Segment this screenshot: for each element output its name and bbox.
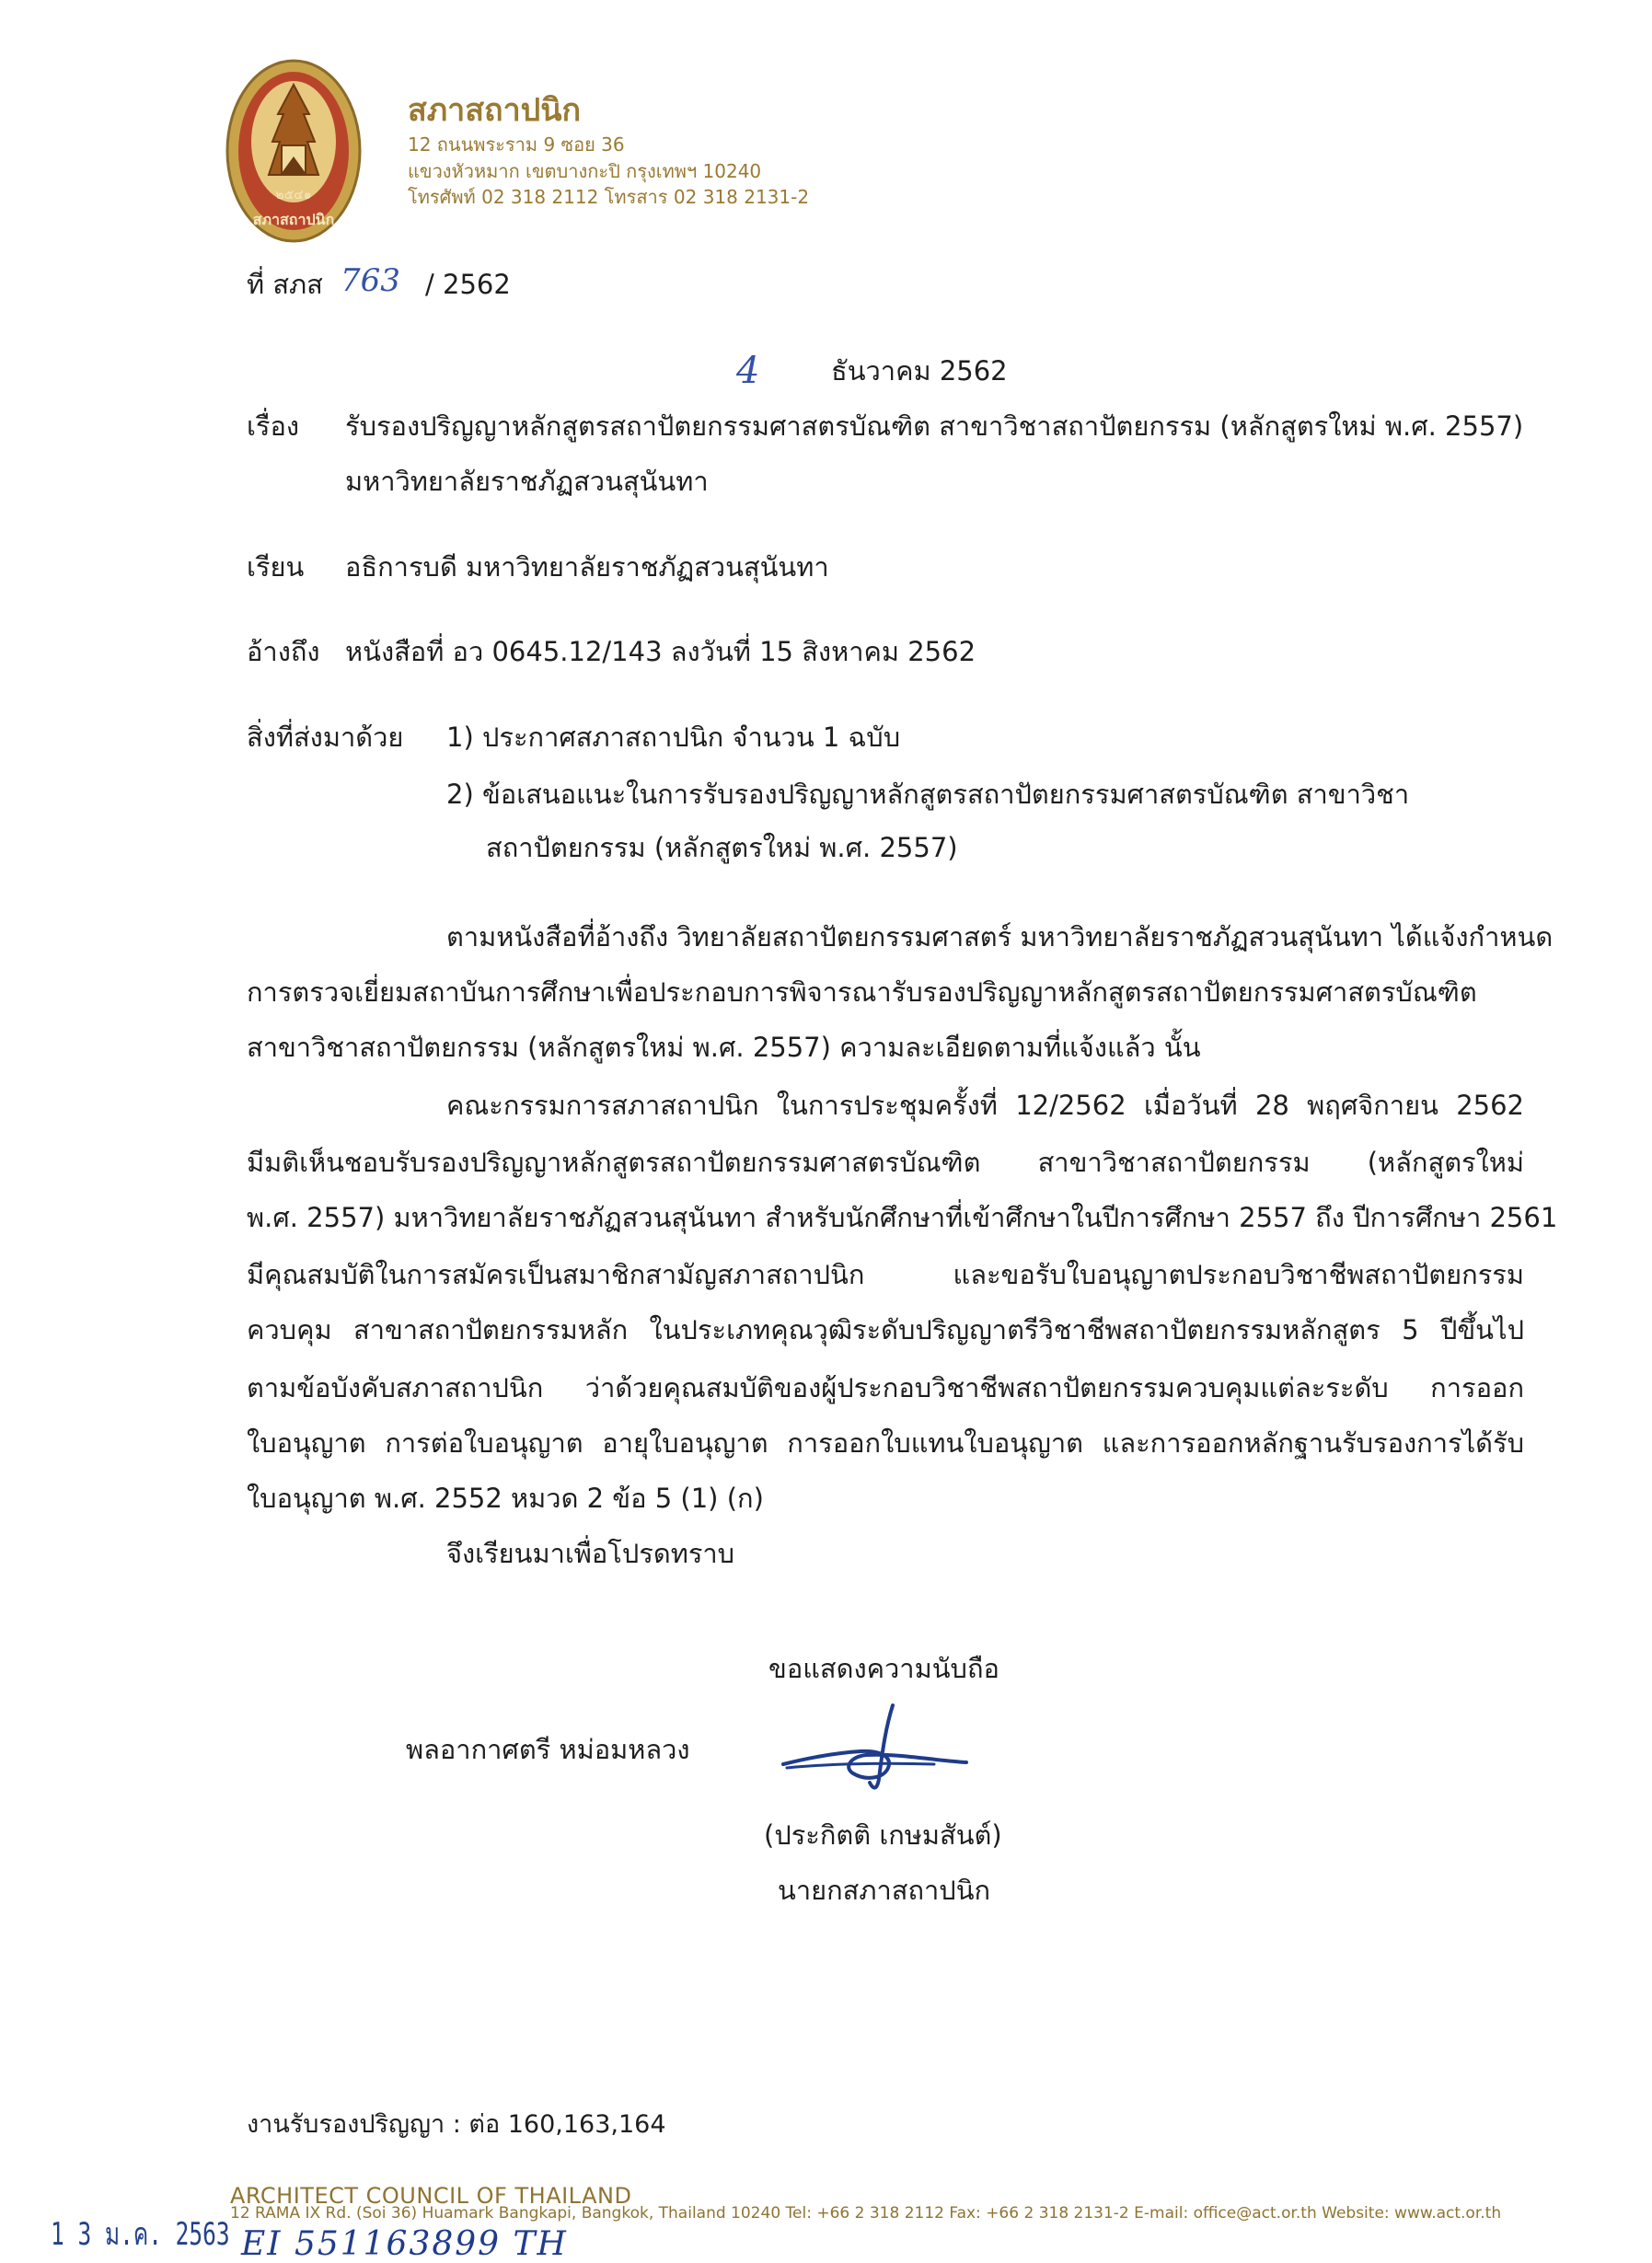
body-p2-line-3: พ.ศ. 2557) มหาวิทยาลัยราชภัฏสวนสุนันทา สำหรับนักศึกษาที่เข้าศึกษาในปีการศึกษา 2557 ถึง ปีการศึกษา 2561 [247, 1202, 1558, 1233]
body-p2-line-7: ใบอนุญาต การต่อใบอนุญาต อายุใบอนุญาต การออกใบแทนใบอนุญาต และการออกหลักฐานรับรองการได้รับ [247, 1427, 1524, 1459]
subject-line-2: มหาวิทยาลัยราชภัฏสวนสุนันทา [345, 466, 709, 497]
signer-rank: พลอากาศตรี หม่อมหลวง [406, 1734, 690, 1765]
handwritten-signature [778, 1698, 971, 1799]
ref-number-handwritten: 763 [341, 262, 400, 299]
tracking-number-handwritten: EI 551163899 TH [241, 2225, 568, 2263]
enclosure-item-1: 1) ประกาศสภาสถาปนิก จำนวน 1 ฉบับ [446, 722, 901, 753]
body-p1-line-1: ตามหนังสือที่อ้างถึง วิทยาลัยสถาปัตยกรรมศาสตร์ มหาวิทยาลัยราชภัฏสวนสุนันทา ได้แจ้งกำหนด [446, 921, 1554, 953]
subject-label: เรื่อง [247, 410, 300, 442]
ref-prefix: ที่ สภส [247, 269, 323, 300]
ref-year: / 2562 [425, 269, 511, 300]
body-p2-line-6: ตามข้อบังคับสภาสถาปนิก ว่าด้วยคุณสมบัติของผู้ประกอบวิชาชีพสถาปัตยกรรมควบคุมแต่ละระดับ การออก [247, 1372, 1524, 1403]
body-p1-line-3: สาขาวิชาสถาปัตยกรรม (หลักสูตรใหม่ พ.ศ. 2557) ความละเอียดตามที่แจ้งแล้ว นั้น [247, 1032, 1201, 1063]
org-name: สภาสถาปนิก [408, 92, 582, 129]
body-p2-line-1: คณะกรรมการสภาสถาปนิก ในการประชุมครั้งที่ 12/2562 เมื่อวันที่ 28 พฤศจิกายน 2562 [446, 1090, 1524, 1121]
phone-line: โทรศัพท์ 02 318 2112 โทรสาร 02 318 2131-2 [408, 186, 810, 208]
body-p2-line-5: ควบคุม สาขาสถาปัตยกรรมหลัก ในประเภทคุณวุฒิระดับปริญญาตรีวิชาชีพสถาปัตยกรรมหลักสูตร 5 ปีขึ้นไป [247, 1314, 1524, 1345]
reference-label: อ้างถึง [247, 636, 320, 667]
date-day-handwritten: 4 [736, 350, 760, 392]
footer-address: 12 RAMA IX Rd. (Soi 36) Huamark Bangkapi, Bangkok, Thailand 10240 Tel: +66 2 318 2112 Fax: +66 2 318 2131-2 E-mail: office@act.or.th Website: www.act.or.th [230, 2204, 1502, 2223]
subject-line-1: รับรองปริญญาหลักสูตรสถาปัตยกรรมศาสตรบัณฑิต สาขาวิชาสถาปัตยกรรม (หลักสูตรใหม่ พ.ศ. 2557) [345, 410, 1524, 442]
address-line-2: แขวงหัวหมาก เขตบางกะปิ กรุงเทพฯ 10240 [408, 160, 762, 182]
body-p2-line-8: ใบอนุญาต พ.ศ. 2552 หมวด 2 ข้อ 5 (1) (ก) [247, 1483, 764, 1514]
svg-text:สภาสถาปนิก: สภาสถาปนิก [252, 211, 335, 228]
body-p2-line-4: มีคุณสมบัติในการสมัครเป็นสมาชิกสามัญสภาสถาปนิก และขอรับใบอนุญาตประกอบวิชาชีพสถาปัตยกรรม [247, 1259, 1524, 1290]
reference-text: หนังสือที่ อว 0645.12/143 ลงวันที่ 15 สิงหาคม 2562 [345, 636, 976, 667]
regards: ขอแสดงความนับถือ [768, 1653, 999, 1684]
received-date-stamp: 1 3 ม.ค. 2563 [51, 2216, 230, 2253]
enclosure-item-2-line-1: 2) ข้อเสนอแนะในการรับรองปริญญาหลักสูตรสถาปัตยกรรมศาสตรบัณฑิต สาขาวิชา [446, 779, 1410, 810]
body-p2-line-2: มีมติเห็นชอบรับรองปริญญาหลักสูตรสถาปัตยกรรมศาสตรบัณฑิต สาขาวิชาสถาปัตยกรรม (หลักสูตรใหม่ [247, 1147, 1524, 1178]
signer-name: (ประกิตติ เกษมสันต์) [764, 1819, 1002, 1851]
body-p1-line-2: การตรวจเยี่ยมสถาบันการศึกษาเพื่อประกอบการพิจารณารับรองปริญญาหลักสูตรสถาปัตยกรรมศาสตรบัณฑิต [247, 976, 1477, 1008]
signer-title: นายกสภาสถาปนิก [778, 1875, 991, 1906]
enclosure-item-2-line-2: สถาปัตยกรรม (หลักสูตรใหม่ พ.ศ. 2557) [486, 832, 958, 863]
council-seal-logo [225, 57, 363, 246]
date-month-year: ธันวาคม 2562 [831, 355, 1008, 387]
closing-line: จึงเรียนมาเพื่อโปรดทราบ [446, 1538, 735, 1569]
to-label: เรียน [247, 551, 305, 583]
contact-note: งานรับรองปริญญา : ต่อ 160,163,164 [247, 2110, 666, 2139]
svg-text:๒๕๔๑: ๒๕๔๑ [275, 188, 312, 202]
footer-org-name: ARCHITECT COUNCIL OF THAILAND [230, 2183, 632, 2209]
to-text: อธิการบดี มหาวิทยาลัยราชภัฏสวนสุนันทา [345, 551, 829, 583]
enclosures-label: สิ่งที่ส่งมาด้วย [247, 722, 404, 753]
address-line-1: 12 ถนนพระราม 9 ซอย 36 [408, 133, 625, 156]
